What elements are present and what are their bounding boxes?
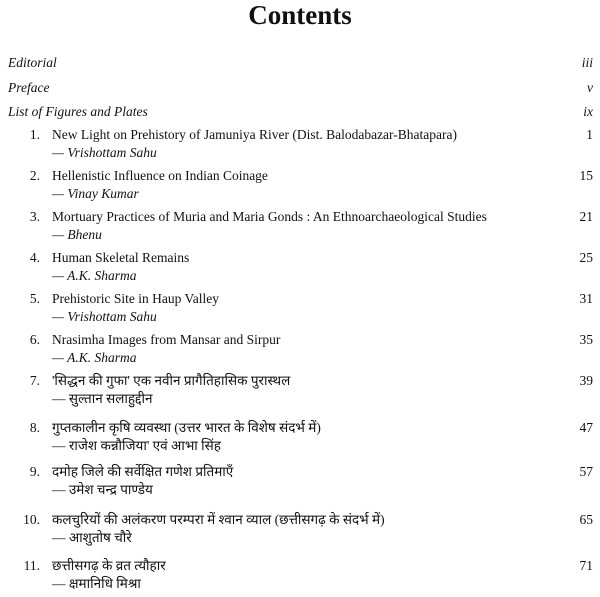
toc-label: Preface xyxy=(8,80,50,95)
toc-label: Editorial xyxy=(8,55,57,70)
entry-author: — Bhenu xyxy=(52,227,102,242)
entry-author: — A.K. Sharma xyxy=(52,268,137,283)
entry-author: — Vrishottam Sahu xyxy=(52,309,157,324)
entry-author: — Vinay Kumar xyxy=(52,186,139,201)
entry-title: Mortuary Practices of Muria and Maria Gonds : An Ethnoarchaeological Studies xyxy=(52,209,487,224)
entry-number: 4. xyxy=(29,250,40,265)
entry-title: Hellenistic Influence on Indian Coinage xyxy=(52,168,268,183)
entry-title: गुप्तकालीन कृषि व्यवस्था (उत्तर भारत के विशेष संदर्भ में) xyxy=(52,420,321,435)
entry-number: 5. xyxy=(29,291,40,306)
entry-page: 25 xyxy=(579,250,593,265)
entry-page: 65 xyxy=(579,512,593,527)
entry-page: 1 xyxy=(586,127,593,142)
entry-author: — आशुतोष चौरे xyxy=(52,530,132,545)
entry-page: 47 xyxy=(579,420,593,435)
entry-number: 9. xyxy=(29,464,40,479)
entry-title: New Light on Prehistory of Jamuniya River (Dist. Balodabazar-Bhatapara) xyxy=(52,127,457,142)
toc-label: List of Figures and Plates xyxy=(8,104,148,119)
entry-author: — क्षमानिधि मिश्रा xyxy=(52,576,141,591)
toc-front-editorial[interactable] xyxy=(8,54,593,71)
entry-number: 7. xyxy=(29,373,40,388)
entry-author: — सुल्तान सलाहुद्दीन xyxy=(52,391,153,406)
entry-title: 'सिद्धन की गुफा' एक नवीन प्रागैतिहासिक पुरास्थल xyxy=(52,373,291,388)
entry-page: 15 xyxy=(579,168,593,183)
entry-page: 57 xyxy=(579,464,593,479)
entry-page: 21 xyxy=(579,209,593,224)
entry-author: — उमेश चन्द्र पाण्डेय xyxy=(52,482,153,497)
entry-title: Human Skeletal Remains xyxy=(52,250,190,265)
entry-number: 1. xyxy=(29,127,40,142)
entry-author: — Vrishottam Sahu xyxy=(52,145,157,160)
entry-number: 6. xyxy=(29,332,40,347)
entry-page: 39 xyxy=(579,373,593,388)
entry-number: 11. xyxy=(23,558,40,573)
toc-page: ix xyxy=(583,104,593,119)
toc-front-preface[interactable] xyxy=(8,79,593,96)
entry-page: 31 xyxy=(579,291,593,306)
toc-page: iii xyxy=(581,55,593,70)
entry-author: — राजेश कन्नौजिया' एवं आभा सिंह xyxy=(52,438,221,453)
entry-page: 35 xyxy=(579,332,593,347)
entry-title: Nrasimha Images from Mansar and Sirpur xyxy=(52,332,281,347)
page-title: Contents xyxy=(248,0,352,30)
entry-number: 2. xyxy=(29,168,40,183)
toc-page: v xyxy=(587,80,593,95)
entry-number: 8. xyxy=(29,420,40,435)
entry-title: Prehistoric Site in Haup Valley xyxy=(52,291,219,306)
entry-page: 71 xyxy=(579,558,593,573)
entry-number: 3. xyxy=(29,209,40,224)
entry-title: दमोह जिले की सर्वेक्षित गणेश प्रतिमाएँ xyxy=(52,464,234,479)
toc-front-figures[interactable] xyxy=(8,103,593,120)
entry-title: कलचुरियों की अलंकरण परम्परा में श्वान व्याल (छत्तीसगढ़ के संदर्भ में) xyxy=(52,512,385,527)
entry-author: — A.K. Sharma xyxy=(52,350,137,365)
entry-number: 10. xyxy=(23,512,40,527)
entry-title: छत्तीसगढ़ के व्रत त्यौहार xyxy=(52,558,166,573)
